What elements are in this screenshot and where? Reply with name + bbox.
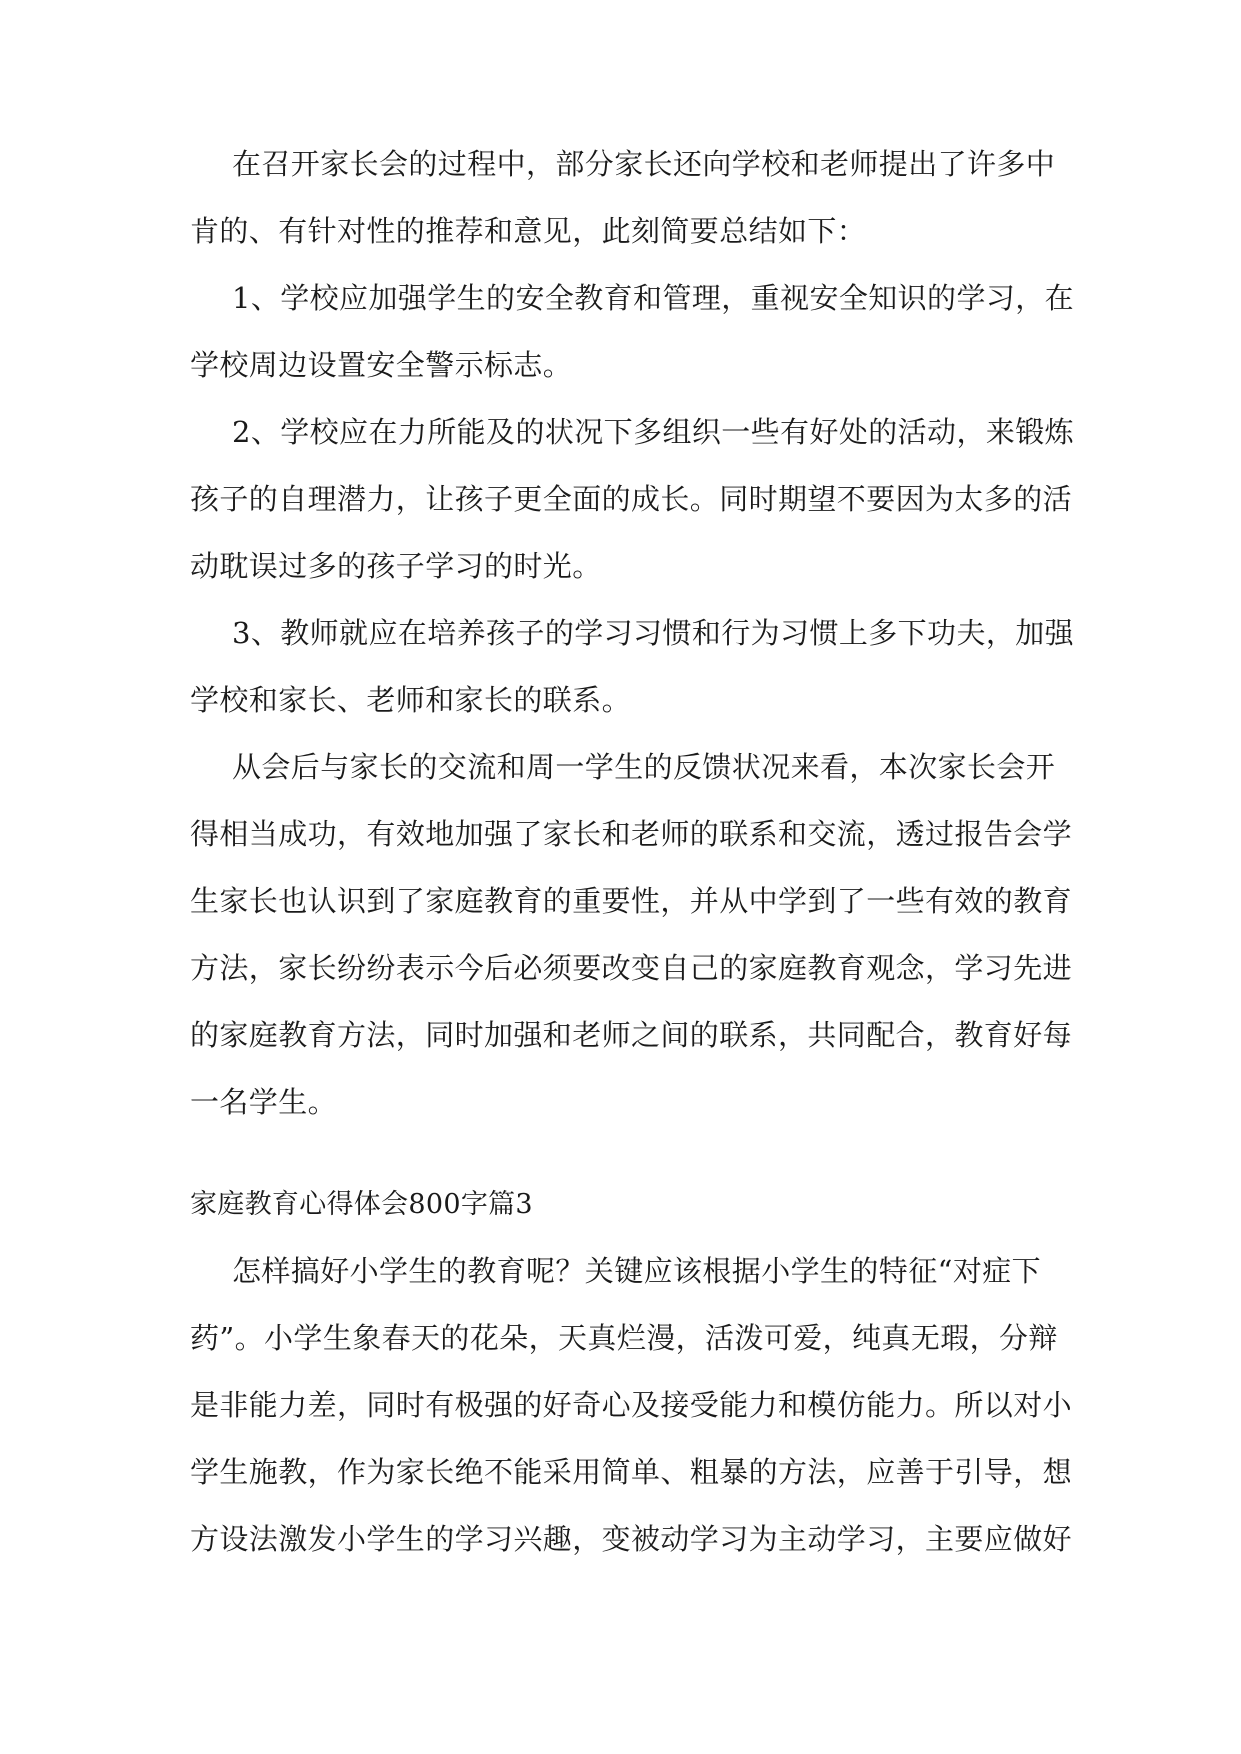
section-heading: 家庭教育心得体会800字篇3 (190, 1189, 533, 1220)
paragraph-line: 肯的、有针对性的推荐和意见，此刻简要总结如下： (190, 214, 867, 248)
paragraph-line: 方法，家长纷纷表示今后必须要改变自己的家庭教育观念，学习先进 (190, 951, 1073, 985)
list-item-line: 孩子的自理潜力，让孩子更全面的成长。同时期望不要因为太多的活 (190, 482, 1073, 516)
paragraph-line: 在召开家长会的过程中，部分家长还向学校和老师提出了许多中 (232, 147, 1056, 181)
paragraph-line: 从会后与家长的交流和周一学生的反馈状况来看，本次家长会开 (232, 750, 1056, 784)
paragraph-line: 怎样搞好小学生的教育呢？关键应该根据小学生的特征“对症下 (232, 1254, 1042, 1288)
list-item-line: 2、学校应在力所能及的状况下多组织一些有好处的活动，来锻炼 (232, 415, 1075, 449)
body-text-top (190, 147, 1075, 1155)
paragraph-line: 学生施教，作为家长绝不能采用简单、粗暴的方法，应善于引导，想 (190, 1455, 1073, 1489)
paragraph-line: 得相当成功，有效地加强了家长和老师的联系和交流，透过报告会学 (190, 817, 1073, 851)
paragraph-line: 的家庭教育方法，同时加强和老师之间的联系，共同配合，教育好每 (190, 1018, 1073, 1052)
body-text-bottom (190, 1254, 1073, 1592)
paragraph-line: 一名学生。 (190, 1085, 338, 1119)
list-item-line: 1、学校应加强学生的安全教育和管理，重视安全知识的学习，在 (232, 281, 1075, 315)
list-item-line: 3、教师就应在培养孩子的学习习惯和行为习惯上多下功夫，加强 (232, 616, 1075, 650)
paragraph-line: 是非能力差，同时有极强的好奇心及接受能力和模仿能力。所以对小 (190, 1388, 1073, 1422)
list-item-line: 学校和家长、老师和家长的联系。 (190, 683, 632, 717)
list-item-line: 动耽误过多的孩子学习的时光。 (190, 549, 602, 583)
paragraph-line: 药”。小学生象春天的花朵，天真烂漫，活泼可爱，纯真无瑕，分辩 (190, 1321, 1058, 1355)
section-heading-block (190, 1190, 1060, 1219)
paragraph-line: 生家长也认识到了家庭教育的重要性，并从中学到了一些有效的教育 (190, 884, 1073, 918)
paragraph-line: 方设法激发小学生的学习兴趣，变被动学习为主动学习，主要应做好 (190, 1522, 1073, 1556)
list-item-line: 学校周边设置安全警示标志。 (190, 348, 573, 382)
